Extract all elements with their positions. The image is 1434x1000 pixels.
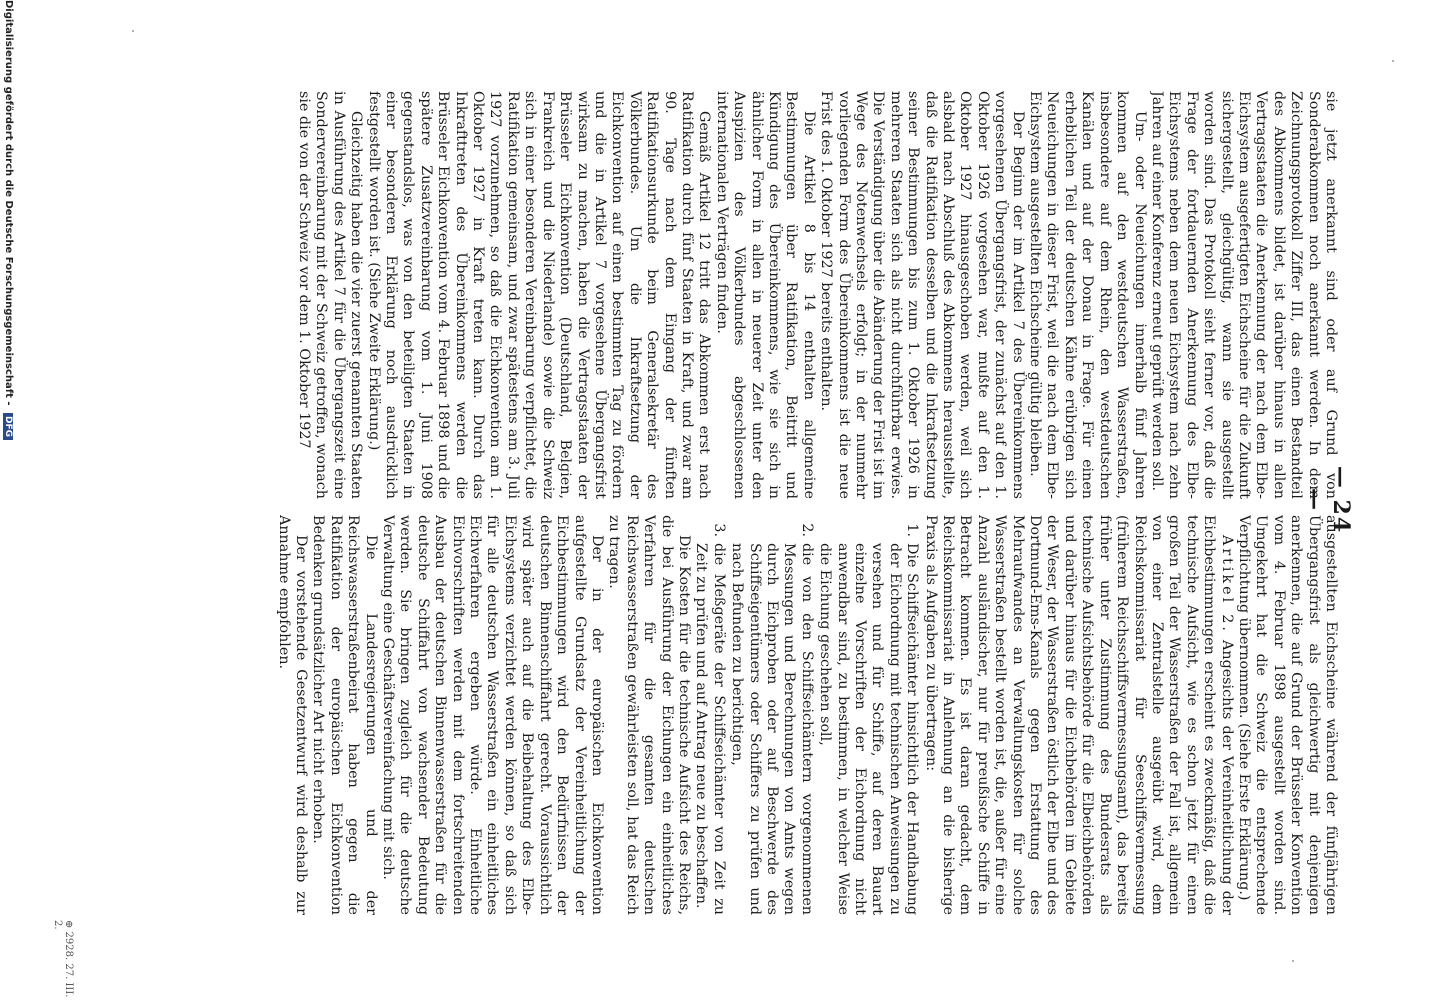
print-mark: ⊕ 2928. 27. III. 2. — [52, 920, 74, 998]
list-text: die Meßgeräte der Schiffseichämter von Zeit zu Zeit zu prüfen und auf Antrag neue zu beschaffen. — [693, 543, 727, 915]
scan-speck — [132, 30, 134, 32]
paragraph: ausgestellten Eichscheine während der fünfjährigen Übergangsfrist als gleichwertig mit denjenigen anerkennen, die auf Grund der Brüsseler Konvention vom 4. Februar 1898 ausgestellt worden sind. Umgekehrt hat die Schweiz die entsprechende Verpflichtung übernommen. (Siehe Erste Erklärung.) — [1235, 515, 1339, 915]
scan-speck — [1292, 960, 1294, 962]
list-text: Die Schiffseichämter hinsichtlich der Handhabung der Eichordnung mit technischen Anweisungen zu versehen und für Schiffe, auf deren Bauart einzelne Vorschriften der Eichordnung nicht anwendbar sind, zu bestimmen, in welcher Weise die Eichung geschehen soll, — [817, 543, 921, 915]
article-text: Angesichts der Vereinheitlichung der Eichbestimmungen erscheint es zweckmäßig, daß die technische Aufsicht, wie es schon jetzt für einen großen Teil der Wasserstraßen der Fall ist, allgemein von einer Zentralstelle ausgeübt wird, dem Reichskommissariat für Seeschiffsvermessung (früherem Reichsschiffsvermessungsamt), das bereits früher unter Zustimmung des Bundesrats als technische Aufsichtsbehörde für die Elbeichbehörden und darüber hinaus für die Eichbehörden im Gebiete der Weser, der Wasserstraßen östlich der Elbe und des Dortmund-Ems-Kanals gegen Erstattung des Mehraufwandes an Verwaltungskosten für solche Wasserstraßen bestellt worden ist, die, außer für eine Anzahl ausländischer, nur für preußische Schiffe in Betracht kommen. Es ist daran gedacht, dem Reichskommissariat in Anlehnung an die bisherige Praxis als Aufgaben zu übertragen: — [922, 515, 1235, 915]
list-number: 3. — [710, 523, 727, 537]
list-item — [692, 515, 727, 915]
right-column — [179, 515, 1339, 915]
paragraph: Der in der europäischen Eichkonvention aufgestellte Grundsatz der Vereinheitlichung der Eichbestimmungen wird den Bedürfnissen der deutschen Binnenschiffahrt gerecht. Voraussichtlich wird später auch auf die Beibehaltung des Elbe-Eichsystems verzichtet werden können, so daß sich für alle deutschen Wasserstraßen ein einheitliches Eichverfahren ergeben würde. Einheitliche Eichvorschriften werden mit dem fortschreitenden Ausbau der deutschen Binnenwasserstraßen für die deutsche Schiffahrt von wachsender Bedeutung werden. Sie bringen zugleich für die deutsche Verwaltung eine Geschäftsvereinfachung mit sich. — [380, 515, 605, 915]
paragraph: Die Landesregierungen und der Reichswasserstraßenbeirat haben gegen die Ratifikation der europäischen Eichkonvention Bedenken grundsätzlicher Art nicht erhoben. — [310, 515, 379, 915]
paragraph: sie jetzt anerkannt sind oder auf Grund von Sonderabkommen noch anerkannt werden. In dem Zeichnungsprotokoll Ziffer III, das einen Bestandteil des Abkommens bildet, ist darüber hinaus in allen Vertragsstaaten die Anerkennung der nach dem Elbe-Eichsystem ausgefertigten Eichscheine für die Zukunft sichergestellt, gleichgültig, wann sie ausgestellt worden sind. Das Protokoll sieht ferner vor, daß die Frage der fortdauernden Anerkennung des Elbe-Eichsystems neben dem neuen Eichsystem nach zehn Jahren auf einer Konferenz erneut geprüft werden soll. — [1148, 91, 1339, 499]
paragraph: Die Artikel 8 bis 14 enthalten allgemeine Bestimmungen über Ratifikation, Beitritt und Kündigung des Übereinkommens, wie sie sich in ähnlicher Form in allen in neuerer Zeit unter den Auspizien des Völkerbundes abgeschlossenen internationalen Verträgen finden. — [713, 91, 817, 499]
digitization-text: Digitalisierung gefördert durch die Deutsche Forschungsgemeinschaft - — [3, 0, 14, 406]
list-number: 2. — [798, 523, 815, 537]
paragraph: Um- oder Neueichungen innerhalb fünf Jahren kommen auf den westdeutschen Wasserstraßen, insbesondere auf dem Rhein, den westdeutschen Kanälen und auf der Donau in Frage. Für einen erheblichen Teil der deutschen Kähne erübrigen sich Neueichungen in dieser Frist, weil die nach dem Elbe-Eichsystem ausgestellten Eichscheine gültig bleiben. — [1027, 91, 1148, 499]
paragraph: Gleichzeitig haben die vier zuerst genannten Staaten in Ausführung des Artikel 7 für die Übergangszeit eine Sondervereinbarung mit der Schweiz getroffen, wonach sie die von der Schweiz vor dem 1. Oktober 1927 — [296, 91, 365, 499]
paragraph: Der Beginn der im Artikel 7 des Übereinkommens vorgesehenen Übergangsfrist, der zunächst auf den 1. Oktober 1926 vorgesehen war, mußte auf den 1. Oktober 1927 hinausgeschoben werden, weil sich alsbald nach Abschluß des Abkommens herausstellte, daß die Ratifikation desselben und die Inkraftsetzung seiner Bestimmungen bis zum 1. Oktober 1926 in mehreren Staaten sich als nicht durchführbar erwies. Die Verständigung über die Abänderung der Frist ist im Wege des Notenwechsels erfolgt; in der nunmehr vorliegenden Form des Übereinkommens ist die neue Frist des 1. Oktober 1927 bereits enthalten. — [818, 91, 1026, 499]
list-number: 1. — [904, 523, 921, 537]
list-item — [816, 515, 920, 915]
paragraph: Der vorstehende Gesetzentwurf wird deshalb zur Annahme empfohlen. — [275, 515, 310, 915]
digitization-note — [3, 0, 14, 1000]
scan-speck — [1392, 60, 1394, 62]
paragraph: Die Kosten für die technische Aufsicht des Reichs, die bei Ausführung der Eichungen ein einheitliches Verfahren für die gesamten deutschen Reichswasserstraßen gewährleisten soll, hat das Reich zu tragen. — [606, 515, 692, 915]
article-paragraph — [921, 515, 1234, 915]
left-column — [179, 91, 1339, 499]
paragraph: Gemäß Artikel 12 tritt das Abkommen erst nach Ratifikation durch fünf Staaten in Kraft, und zwar am 90. Tage nach dem Eingang der fünften Ratifikationsurkunde beim Generalsekretär des Völkerbundes. Um die Inkraftsetzung der Eichkonvention auf einen bestimmten Tag zu fördern und die in Artikel 7 vorgesehene Übergangsfrist wirksam zu machen, haben die Vertragsstaaten der Brüsseler Eichkonvention (Deutschland, Belgien, Frankreich und die Niederlande) sowie die Schweiz sich in einer besonderen Vereinbarung verpflichtet, die Ratifikation gemeinsam, und zwar spätestens am 3. Juli 1927 vorzunehmen, so daß die Eichkonvention am 1. Oktober 1927 in Kraft treten kann. Durch das Inkrafttreten des Übereinkommens werden die Brüsseler Eichkonvention vom 4. Februar 1898 und die spätere Zusatzvereinbarung vom 1. Juni 1908 gegenstandslos, was von den beteiligten Staaten in einer besonderen Erklärung noch ausdrücklich festgestellt worden ist. (Siehe Zweite Erklärung.) — [365, 91, 713, 499]
dfg-logo: DFG — [3, 413, 13, 440]
list-text: die von den Schiffseichämtern vorgenommenen Messungen und Berechnungen von Amts wegen durch Eichproben oder auf Beschwerde des Schiffseigentümers oder Schiffers zu prüfen und nach Befunden zu berichtigen, — [729, 543, 815, 915]
article-title: Artikel 2. — [1218, 535, 1235, 634]
page-number: — 24 — — [1302, 465, 1354, 535]
list-item — [728, 515, 815, 915]
